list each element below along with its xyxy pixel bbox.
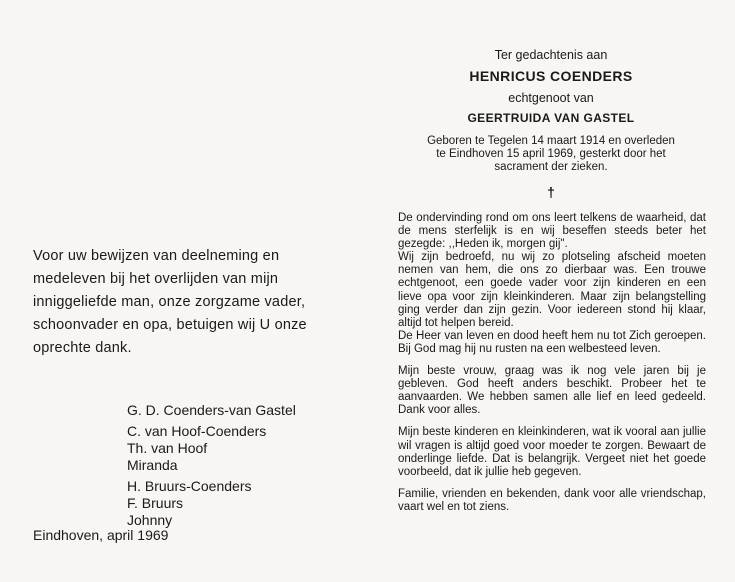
memorial-header (398, 48, 704, 200)
signer-group (127, 423, 296, 474)
born-line: Geboren te Tegelen 14 maart 1914 en overleden (427, 135, 675, 147)
paragraph: De Heer van leven en dood heeft hem nu tot Zich geroepen. Bij God mag hij nu rusten na een welbesteed leven. (398, 329, 706, 355)
memorial-text (398, 212, 706, 514)
signer-group (127, 478, 296, 529)
signer-group (127, 402, 296, 419)
signer-name: H. Bruurs-Coenders (127, 478, 252, 494)
paragraph: De ondervinding rond om ons leert telkens de waarheid, dat de mens sterfelijk is en wij beseffen steeds beter het gezegde: ,,Heden ik, morgen gij". (398, 212, 706, 251)
signers-list (127, 402, 296, 533)
signer-name: C. van Hoof-Coenders (127, 423, 267, 439)
spouse-label: echtgenoot van (508, 91, 594, 105)
birth-death-text (398, 135, 704, 174)
thanks-text: Voor uw bewijzen van deelneming en medeleven bij het overlijden van mijn inniggeliefde man, onze zorgzame vader, schoonvader en opa, betuigen wij U onze oprechte dank. (33, 248, 307, 356)
paragraph: Familie, vrienden en bekenden, dank voor alle vriendschap, vaart wel en tot ziens. (398, 487, 706, 513)
paragraph: Mijn beste kinderen en kleinkinderen, wat ik vooral aan jullie wil vragen is altijd goed voor moeder te zorgen. Bewaart de onderlinge liefde. Dat is belangrijk. Vergeet niet het goede voorbeeld, dat ik jullie heb gegeven. (398, 426, 706, 478)
born-line: te Eindhoven 15 april 1969, gesterkt door het (436, 148, 666, 160)
in-memory-label: Ter gedachtenis aan (494, 48, 608, 62)
cross-icon: † (547, 184, 555, 200)
signer-name: Th. van Hoof (127, 440, 208, 456)
signer-name: F. Bruurs (127, 495, 184, 511)
signer-name: Johnny (127, 512, 173, 528)
signer-name: G. D. Coenders-van Gastel (127, 402, 296, 418)
deceased-name: HENRICUS COENDERS (469, 68, 633, 84)
spouse-name: GEERTRUIDA VAN GASTEL (467, 111, 635, 125)
thanks-section (33, 245, 343, 360)
place-date: Eindhoven, april 1969 (33, 527, 169, 543)
born-line: sacrament der zieken. (494, 161, 608, 173)
paragraph: Mijn beste vrouw, graag was ik nog vele jaren bij je gebleven. God heeft anders beschikt. Probeer het te aanvaarden. We hebben samen alle lief en leed gedeeld. Dank voor alles. (398, 365, 706, 417)
paragraph: Wij zijn bedroefd, nu wij zo plotseling afscheid moeten nemen van hem, die ons zo dierbaar was. Een trouwe echtgenoot, een goede vader voor zijn kinderen en een lieve opa voor zijn kleinkinderen. Maar zijn belangstelling ging verder dan zijn gezin. Voor iedereen stond hij klaar, altijd tot helpen bereid. (398, 251, 706, 329)
signer-name: Miranda (127, 457, 178, 473)
